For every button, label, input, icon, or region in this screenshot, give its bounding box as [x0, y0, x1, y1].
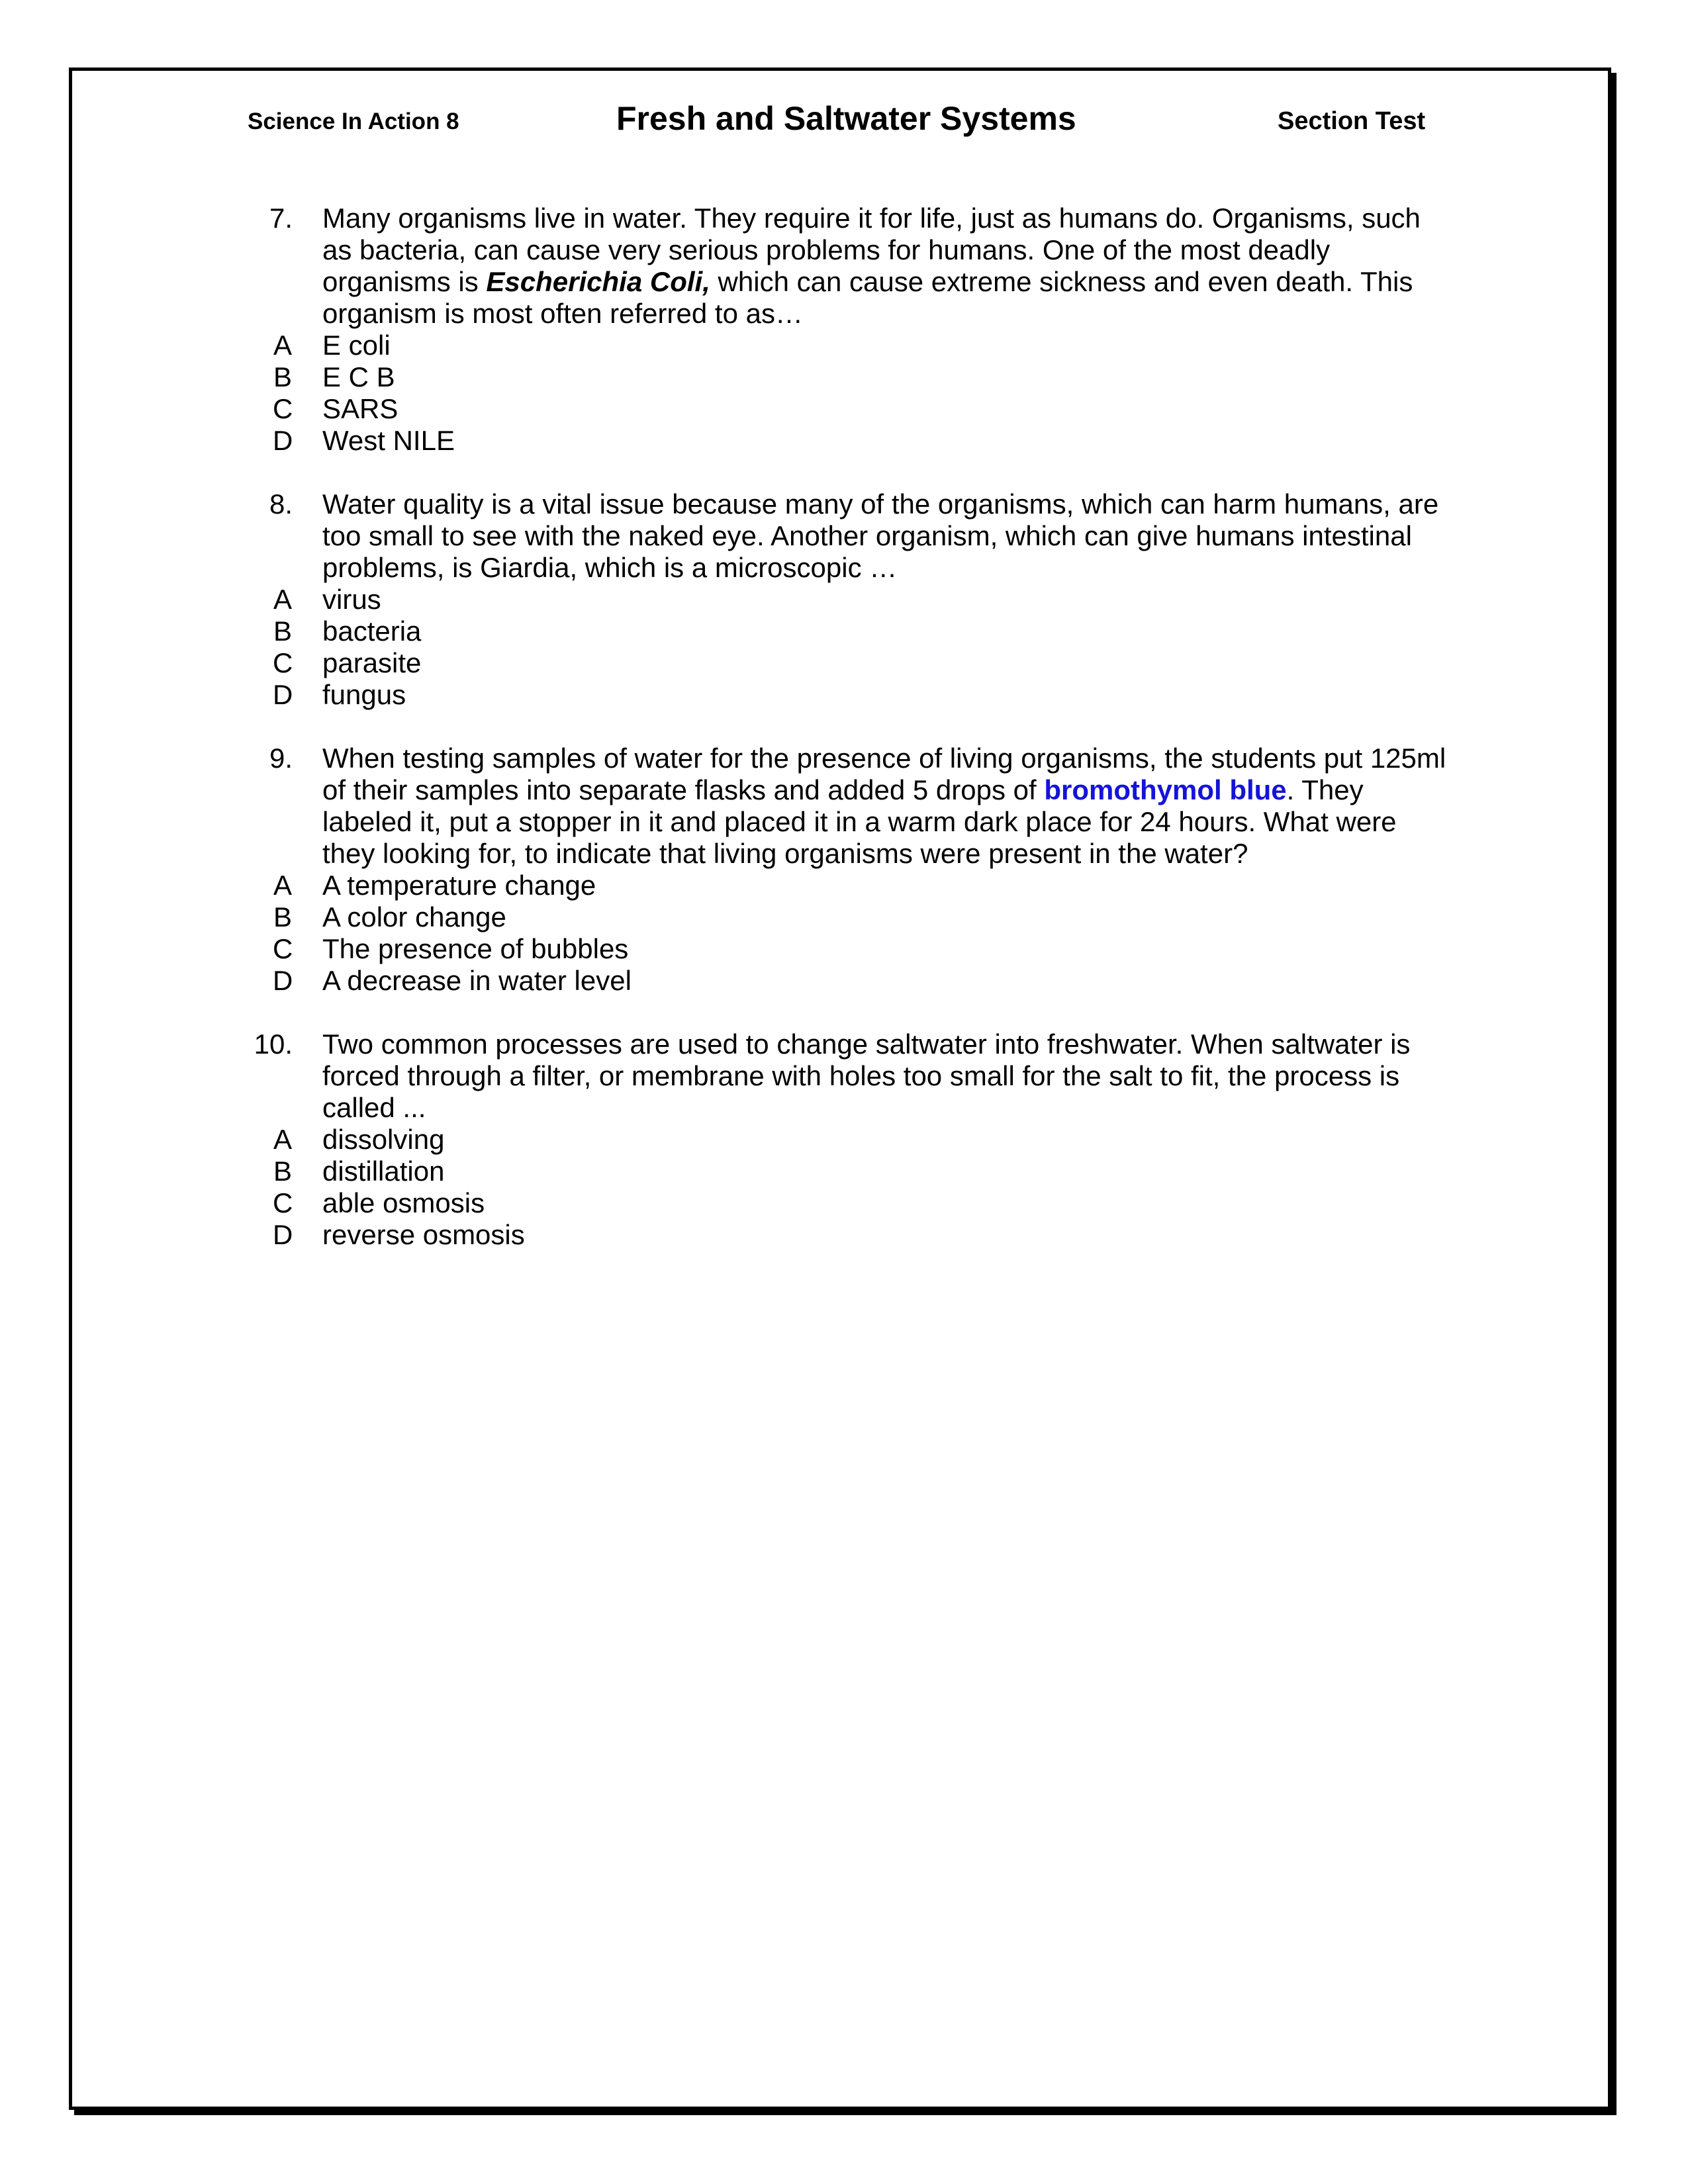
question-text-part: . They labeled it, put a stopper in it and placed it in a warm dark place for 24 hours. What were they looking for, to indicate that living organisms were present in the water? [322, 774, 1397, 869]
option-text: bacteria [322, 615, 422, 647]
option-text: parasite [322, 647, 422, 678]
option-letter: B [273, 361, 292, 392]
answer-option[interactable] [0, 870, 1688, 901]
option-letter: D [273, 425, 293, 456]
option-text: A decrease in water level [322, 965, 632, 996]
option-letter: B [273, 901, 292, 933]
option-letter: A [273, 870, 292, 901]
answer-option[interactable] [0, 1124, 1688, 1156]
option-letter: B [273, 1156, 292, 1187]
answer-option[interactable] [0, 1156, 1688, 1187]
answer-option[interactable] [0, 330, 1688, 361]
question-number: 8. [269, 488, 293, 520]
option-text: SARS [322, 393, 399, 424]
question-number: 10. [254, 1028, 293, 1060]
indicator-name: bromothymol blue [1044, 774, 1287, 805]
question-text-part: which can cause extreme sickness and even death. This organism is most often referred to as… [322, 266, 1413, 329]
option-letter: A [273, 584, 292, 615]
question-text: Water quality is a vital issue because many of the organisms, which can harm humans, are too small to see with the naked eye. Another organism, which can give humans intestinal problems, is Giardia, which is a microscopic … [322, 488, 1439, 583]
answer-option[interactable] [0, 965, 1688, 997]
answer-option[interactable] [0, 933, 1688, 965]
option-letter: B [273, 615, 292, 647]
question-10 [0, 1028, 1688, 1251]
option-text: A temperature change [322, 870, 596, 901]
answer-option[interactable] [0, 901, 1688, 933]
option-letter: C [273, 1187, 293, 1218]
option-text: dissolving [322, 1124, 445, 1155]
question-text [322, 743, 1448, 870]
question-text: Two common processes are used to change saltwater into freshwater. When saltwater is forced through a filter, or membrane with holes too small for the salt to fit, the process is called ... [322, 1028, 1411, 1123]
option-letter: C [273, 933, 293, 964]
option-text: E coli [322, 330, 391, 361]
question-text-part: Many organisms live in water. They require it for life, just as humans do. Organisms, such as bacteria, can cause very serious problems for humans. One of the most deadly organisms is [322, 203, 1421, 297]
test-type: Section Test [1278, 107, 1426, 135]
page-header [0, 99, 1688, 146]
option-text: A color change [322, 901, 506, 933]
question-9 [0, 743, 1688, 997]
question-text-part: When testing samples of water for the presence of living organisms, the students put 125ml of their samples into separate flasks and added 5 drops of [322, 743, 1446, 805]
option-letter: C [273, 647, 293, 678]
option-text: fungus [322, 679, 406, 710]
answer-option[interactable] [0, 615, 1688, 647]
answer-option[interactable] [0, 393, 1688, 425]
option-text: reverse osmosis [322, 1219, 525, 1250]
option-letter: A [273, 1124, 292, 1155]
option-letter: D [273, 679, 293, 710]
question-number: 9. [269, 743, 293, 774]
answer-option[interactable] [0, 1219, 1688, 1251]
option-text: E C B [322, 361, 395, 392]
option-text: virus [322, 584, 381, 615]
option-letter: D [273, 965, 293, 996]
option-letter: C [273, 393, 293, 424]
question-text [322, 203, 1448, 330]
question-number: 7. [269, 203, 293, 234]
option-text: The presence of bubbles [322, 933, 629, 964]
answer-option[interactable] [0, 647, 1688, 679]
answer-option[interactable] [0, 584, 1688, 615]
option-text: West NILE [322, 425, 455, 456]
option-text: distillation [322, 1156, 445, 1187]
answer-option[interactable] [0, 361, 1688, 393]
species-name: Escherichia Coli, [486, 266, 710, 297]
option-text: able osmosis [322, 1187, 485, 1218]
option-letter: A [273, 330, 292, 361]
question-7 [0, 203, 1688, 457]
answer-option[interactable] [0, 1187, 1688, 1219]
answer-option[interactable] [0, 679, 1688, 711]
page-title: Fresh and Saltwater Systems [616, 100, 1076, 137]
option-letter: D [273, 1219, 293, 1250]
answer-option[interactable] [0, 425, 1688, 457]
course-name: Science In Action 8 [248, 109, 459, 134]
question-list [0, 203, 1688, 1283]
question-8 [0, 488, 1688, 711]
